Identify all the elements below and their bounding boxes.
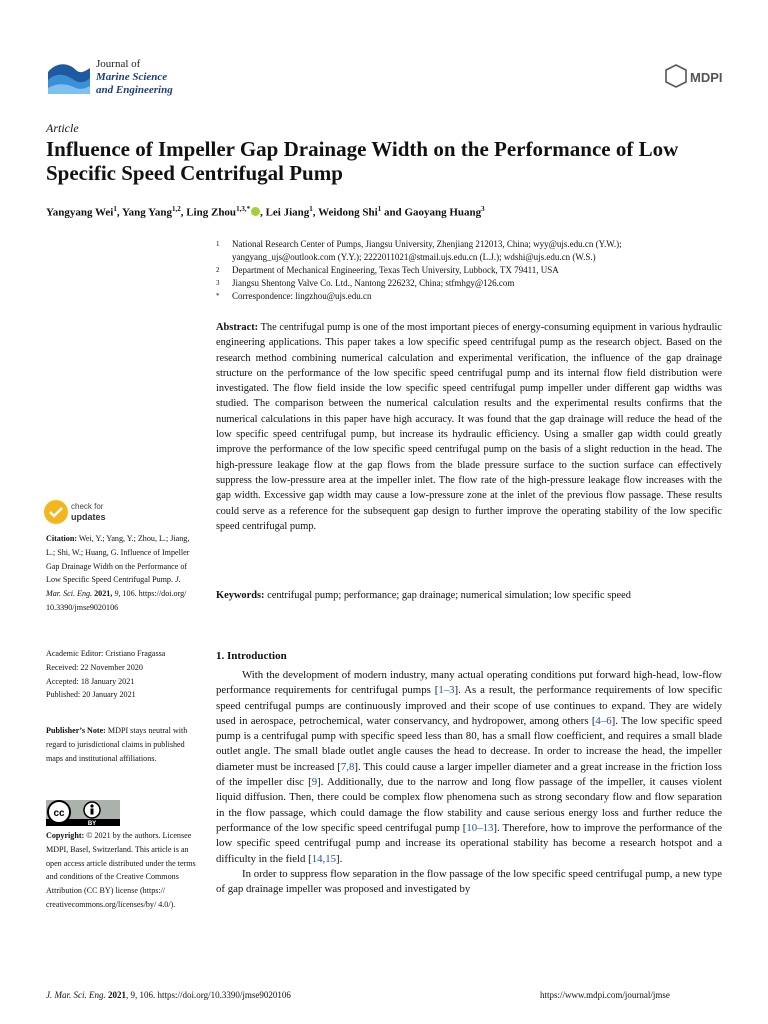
citation-journal: J. Mar. Sci. Eng. bbox=[46, 575, 181, 599]
footer-journal-url[interactable]: https://www.mdpi.com/journal/jmse bbox=[540, 990, 670, 1000]
citation-link[interactable]: 9 bbox=[311, 776, 318, 789]
footer-journal: J. Mar. Sci. Eng. bbox=[46, 990, 106, 1000]
abstract bbox=[216, 320, 722, 534]
footer-year: 2021 bbox=[108, 990, 126, 1000]
intro-text: ]. Additionally, due to the narrow and long flow passage of the impeller, it causes violent liquid diffusion. Then, there could be complex flow phenomena such as strong secondary flow and flow separation in the flow passage, which could damage the flow stability and cause serious energy loss and further reduce the performance of the low specific speed centrifugal pump [ bbox=[216, 776, 722, 834]
author-name[interactable]: Gaoyang Huang bbox=[404, 206, 482, 219]
citation-volume: 9, bbox=[114, 589, 121, 599]
author-name[interactable]: Yangyang Wei bbox=[46, 206, 114, 219]
copyright-block bbox=[46, 829, 196, 912]
citation-year: 2021, bbox=[94, 589, 113, 599]
citation-label: Citation: bbox=[46, 534, 78, 543]
intro-paragraph-2: In order to suppress flow separation in the flow passage of the low specific speed centrifugal pump, a new type of gap drainage impeller was proposed and investigated by bbox=[216, 867, 722, 896]
cc-by-license-icon[interactable] bbox=[46, 800, 120, 826]
citation-link[interactable]: 14,15 bbox=[311, 852, 337, 865]
affiliation-num: 1 bbox=[216, 240, 220, 248]
affiliation-text: National Research Center of Pumps, Jiangsu University, Zhenjiang 212013, China; wyy@ujs.edu.cn (Y.W.); bbox=[232, 239, 622, 249]
footer-doi[interactable]: , 9, 106. https://doi.org/10.3390/jmse9020106 bbox=[126, 990, 291, 1000]
check-updates-line2: updates bbox=[71, 512, 106, 522]
citation-link[interactable]: 7,8 bbox=[340, 760, 355, 773]
author-list: Yangyang Wei$^1$, Yang Yang$^{1,2}$, Ling Zhou$^{1,3,*}$ , Lei Jiang$^1$, Weidong Shi$^1$ and Gaoyang Huang$^3$ bbox=[46, 205, 485, 219]
intro-text: ]. The low specific speed pump is a centrifugal pump with specific speed less than 80, has a small flow coefficient, and requires a small blade outlet angle. The small blade outlet angle causes the head to decrease. In order to increase the head, the impeller diameter must be increased [ bbox=[216, 714, 722, 773]
affiliation-text: Department of Mechanical Engineering, Texas Tech University, Lubbock, TX 79411, USA bbox=[232, 265, 559, 275]
citation-link[interactable]: 1–3 bbox=[438, 684, 455, 697]
affiliation-text: Jiangsu Shentong Valve Co. Ltd., Nantong 226232, China; stfmhgy@126.com bbox=[232, 278, 515, 288]
accepted-date: Accepted: 18 January 2021 bbox=[46, 676, 135, 686]
affiliation-item bbox=[0, 251, 768, 264]
intro-text: ]. As a result, the performance requirements of low specific speed centrifugal pumps are continuously improved and their scope of use continues to expand. They are widely used in aerospace, petrochemical, water conservancy, and hydropower, among others [ bbox=[216, 684, 722, 727]
footer-citation bbox=[46, 990, 291, 1000]
article-title: Influence of Impeller Gap Drainage Width on the Performance of Low Specific Speed Centrifugal Pump bbox=[46, 137, 679, 185]
author-affil-sup: 1,2 bbox=[171, 205, 181, 213]
intro-text: ]. Therefore, how to improve the performance of the low specific speed centrifugal pump and increase its operational stability has become a research hotspot and a difficulty in the field [ bbox=[216, 821, 722, 865]
journal-logo bbox=[46, 58, 92, 96]
section-heading-introduction: 1. Introduction bbox=[216, 650, 287, 662]
citation-doi[interactable]: 106. https://doi.org/ 10.3390/jmse9020106 bbox=[46, 589, 187, 612]
publisher-note-text: MDPI stays neutral with regard to jurisdictional claims in published maps and institutional affiliations. bbox=[46, 726, 188, 763]
copyright-label: Copyright: bbox=[46, 831, 85, 840]
check-updates-icon bbox=[44, 500, 68, 524]
cc-text: cc bbox=[53, 808, 65, 819]
affiliation-item bbox=[0, 238, 768, 251]
academic-editor: Academic Editor: Cristiano Fragassa bbox=[46, 649, 166, 658]
published-date: Published: 20 January 2021 bbox=[46, 690, 136, 700]
author-name[interactable]: Lei Jiang bbox=[265, 206, 310, 219]
affiliation-num: 2 bbox=[216, 266, 220, 274]
citation-link[interactable]: 4–6 bbox=[595, 714, 612, 727]
copyright-text: © 2021 by the authors. Licensee MDPI, Basel, Switzerland. This article is an open access article distributed under the terms and conditions of the Creative Commons Attribution (CC BY) license (https:// creativecommons.org/licenses/by/ 4.0/). bbox=[46, 831, 196, 909]
abstract-label: Abstract: bbox=[216, 322, 259, 333]
citation-link[interactable]: 10–13 bbox=[466, 821, 494, 834]
mdpi-logo-text: MDPI bbox=[690, 70, 723, 85]
author-affil-sup: 1 bbox=[377, 205, 382, 213]
author-name[interactable]: Yang Yang bbox=[121, 206, 172, 219]
citation-text: Wei, Y.; Yang, Y.; Zhou, L.; Jiang, L.; Shi, W.; Huang, G. Influence of Impeller Gap Drainage Width on the Performance of Low Specific Speed Centrifugal Pump. bbox=[46, 534, 190, 585]
publisher-note-label: Publisher’s Note: bbox=[46, 726, 106, 735]
abstract-text: The centrifugal pump is one of the most important pieces of energy-consuming equipment in various hydraulic engineering applications. This paper takes a low specific speed centrifugal pump as the research object. Based on the research method combining numerical calculation and experimental verification, the influence of the gap drainage structure on the performance of the low specific speed centrifugal pump and its internal flow field distribution were investigated. The flow field inside the low specific speed centrifugal pump impeller under different gap widths was studied. The comparison between the numerical calculation results and the experimental results confirms that the numerical calculations in this paper have high accuracy. It was found that the gap drainage will reduce the head of the low specific speed centrifugal pump, but increase its hydraulic efficiency. Using a smaller gap width could greatly improve the performance of the low specific speed centrifugal pump on the basis of a slight reduction in the head. The high-pressure leakage flow at the gap flows from the blade pressure surface to the suction surface can effectively suppress the low-pressure area at the impeller inlet. The flow rate of the high-pressure leakage flow increases with the gap width. Excessive gap width may cause a low-pressure zone at the inlet of the previous flow passage. These results could serve as a reference for the subsequent gap design to further improve the operating stability of the low specific speed centrifugal pump. bbox=[216, 322, 722, 532]
affiliation-item bbox=[0, 264, 768, 277]
author-affil-sup: 3 bbox=[481, 205, 485, 213]
journal-name-line2: and Engineering bbox=[96, 84, 173, 96]
article-type: Article bbox=[46, 121, 79, 135]
affiliation-num: 3 bbox=[216, 279, 220, 287]
check-for-updates-badge[interactable] bbox=[44, 500, 164, 528]
intro-text: With the development of modern industry, many actual operating conditions put forward high-head, low-flow performance requirements for centrifugal pumps [ bbox=[216, 669, 722, 697]
keywords-label: Keywords: bbox=[216, 590, 265, 601]
journal-name bbox=[96, 58, 173, 97]
author-name[interactable]: Ling Zhou bbox=[186, 206, 237, 219]
mdpi-logo[interactable] bbox=[664, 64, 724, 92]
affiliation-item bbox=[0, 290, 768, 303]
affiliation-item bbox=[0, 277, 768, 290]
journal-name-line1: Marine Science bbox=[96, 71, 168, 83]
affiliation-list bbox=[0, 238, 768, 303]
citation-block bbox=[46, 532, 196, 615]
journal-prefix: Journal of bbox=[96, 58, 141, 70]
affiliation-text: yangyang_ujs@outlook.com (Y.Y.); 2222011021@stmail.ujs.edu.cn (L.J.); wdshi@ujs.edu.cn (W.S.) bbox=[232, 252, 596, 262]
intro-text: ]. bbox=[336, 852, 343, 865]
check-updates-line1: check for bbox=[71, 502, 104, 511]
author-affil-sup: 1 bbox=[309, 205, 313, 213]
author-name[interactable]: Weidong Shi bbox=[318, 206, 378, 219]
received-date: Received: 22 November 2020 bbox=[46, 662, 143, 672]
intro-paragraph-1 bbox=[216, 668, 722, 867]
publisher-note bbox=[46, 724, 196, 765]
affiliation-num: * bbox=[216, 292, 220, 300]
affiliation-text: Correspondence: lingzhou@ujs.edu.cn bbox=[232, 291, 372, 301]
intro-text: ]. This could cause a larger impeller diameter and a great increase in the friction loss of the impeller disc [ bbox=[216, 760, 722, 789]
orcid-icon[interactable] bbox=[251, 207, 260, 216]
keywords-text: centrifugal pump; performance; gap drainage; numerical simulation; low specific speed bbox=[267, 590, 631, 601]
keywords bbox=[216, 588, 722, 603]
author-affil-sup: 1,3,* bbox=[236, 205, 251, 213]
introduction-body bbox=[216, 668, 722, 897]
author-affil-sup: 1 bbox=[113, 205, 117, 213]
dates-block bbox=[46, 647, 196, 702]
by-text: BY bbox=[87, 821, 97, 826]
